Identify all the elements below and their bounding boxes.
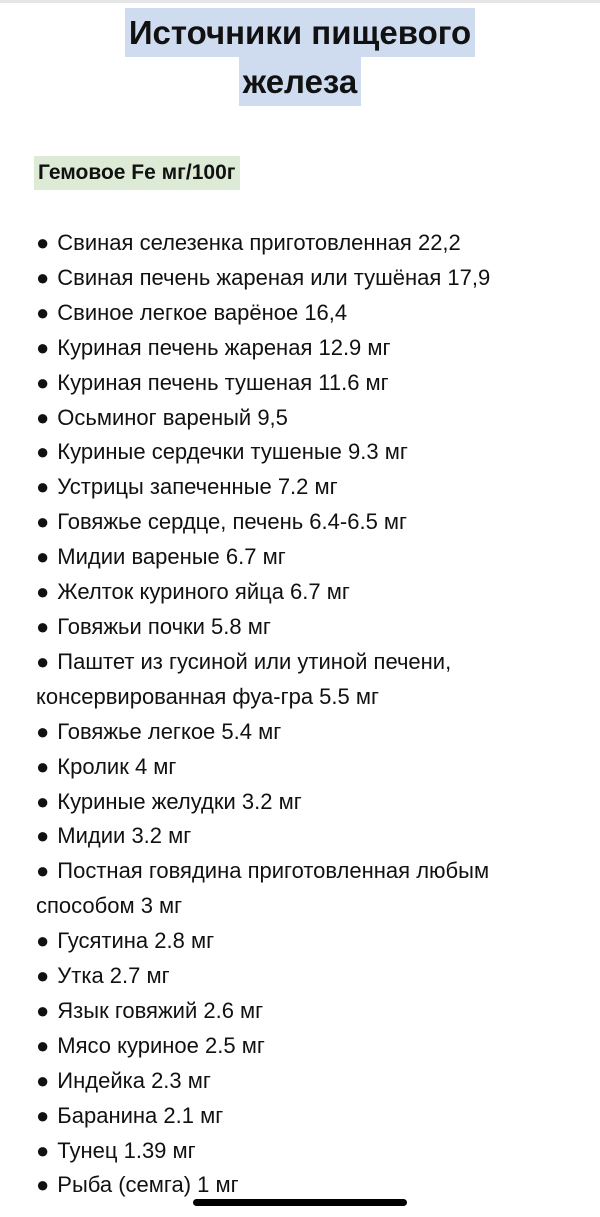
page-title <box>0 8 600 106</box>
list-item <box>36 261 584 296</box>
list-item <box>36 715 584 750</box>
list-item-text: Говяжье сердце, печень 6.4-6.5 мг <box>57 509 408 535</box>
list-item <box>36 505 584 540</box>
list-item-text: Осьминог вареный 9,5 <box>57 404 288 430</box>
bullet-icon: ● <box>36 963 50 989</box>
bullet-icon: ● <box>36 509 50 535</box>
bullet-icon: ● <box>36 1067 50 1093</box>
list-item-text: Мидии 3.2 мг <box>57 823 192 849</box>
list-item <box>36 226 584 261</box>
list-item-text: Свиная селезенка приготовленная 22,2 <box>57 230 461 255</box>
bullet-icon: ● <box>36 823 50 849</box>
list-item-text: Куриная печень тушеная 11.6 мг <box>57 369 389 395</box>
bullet-icon: ● <box>36 264 50 290</box>
list-item <box>36 470 584 505</box>
list-item-text: Устрицы запеченные 7.2 мг <box>57 474 338 500</box>
list-item-text: Свиное легкое варёное 16,4 <box>57 299 348 325</box>
bullet-icon: ● <box>36 613 50 639</box>
bullet-icon: ● <box>36 928 50 954</box>
list-item-text: Постная говядина приготовленная любым способом 3 мг <box>36 858 490 919</box>
iron-source-list <box>36 226 584 1203</box>
list-item-text: Утка 2.7 мг <box>57 963 170 989</box>
list-item-text: Говяжьи почки 5.8 мг <box>57 613 271 639</box>
list-item-text: Свиная печень жареная или тушёная 17,9 <box>57 264 491 290</box>
bullet-icon: ● <box>36 1137 50 1163</box>
bullet-icon: ● <box>36 788 50 814</box>
section-heading: Гемовое Fe мг/100г <box>34 156 240 190</box>
title-line-2: железа <box>239 57 362 106</box>
list-item <box>36 435 584 470</box>
list-item-text: Говяжье легкое 5.4 мг <box>57 718 282 744</box>
bullet-icon: ● <box>36 404 50 430</box>
bullet-icon: ● <box>36 544 50 570</box>
bullet-icon: ● <box>36 230 50 255</box>
bullet-icon: ● <box>36 579 50 605</box>
bullet-icon: ● <box>36 439 50 465</box>
list-item-text: Рыба (семга) 1 мг <box>57 1172 239 1198</box>
home-indicator[interactable] <box>193 1199 407 1206</box>
list-item <box>36 785 584 820</box>
list-item-text: Паштет из гусиной или утиной печени, консервированная фуа-гра 5.5 мг <box>36 648 452 709</box>
bullet-icon: ● <box>36 334 50 360</box>
bullet-icon: ● <box>36 1102 50 1128</box>
bullet-icon: ● <box>36 1172 50 1198</box>
title-line-1: Источники пищевого <box>125 8 475 57</box>
list-item-text: Индейка 2.3 мг <box>57 1067 211 1093</box>
list-item-text: Гусятина 2.8 мг <box>57 928 215 954</box>
list-item <box>36 819 584 854</box>
list-item <box>36 750 584 785</box>
list-item <box>36 296 584 331</box>
bullet-icon: ● <box>36 753 50 779</box>
list-item <box>36 924 584 959</box>
list-item <box>36 854 584 924</box>
list-item <box>36 994 584 1029</box>
list-item <box>36 645 584 715</box>
list-item-text: Язык говяжий 2.6 мг <box>57 997 264 1023</box>
list-item <box>36 1134 584 1169</box>
list-item <box>36 366 584 401</box>
list-item <box>36 401 584 436</box>
bullet-icon: ● <box>36 299 50 325</box>
list-item-text: Тунец 1.39 мг <box>57 1137 196 1163</box>
list-item-text: Мидии вареные 6.7 мг <box>57 544 286 570</box>
list-item <box>36 610 584 645</box>
bullet-icon: ● <box>36 474 50 500</box>
list-item-text: Куриная печень жареная 12.9 мг <box>57 334 391 360</box>
list-item-text: Желток куриного яйца 6.7 мг <box>57 579 350 605</box>
list-item <box>36 331 584 366</box>
list-item-text: Баранина 2.1 мг <box>57 1102 224 1128</box>
list-item-text: Куриные сердечки тушеные 9.3 мг <box>57 439 408 465</box>
bullet-icon: ● <box>36 718 50 744</box>
list-item <box>36 1099 584 1134</box>
bullet-icon: ● <box>36 369 50 395</box>
list-item-text: Мясо куриное 2.5 мг <box>57 1032 265 1058</box>
top-divider <box>0 0 600 3</box>
list-item-text: Кролик 4 мг <box>57 753 177 779</box>
bullet-icon: ● <box>36 1032 50 1058</box>
list-item <box>36 959 584 994</box>
bullet-icon: ● <box>36 858 50 884</box>
list-item <box>36 1064 584 1099</box>
list-item <box>36 575 584 610</box>
list-item-text: Куриные желудки 3.2 мг <box>57 788 302 814</box>
list-item <box>36 1029 584 1064</box>
list-item <box>36 540 584 575</box>
bullet-icon: ● <box>36 997 50 1023</box>
bullet-icon: ● <box>36 648 50 674</box>
